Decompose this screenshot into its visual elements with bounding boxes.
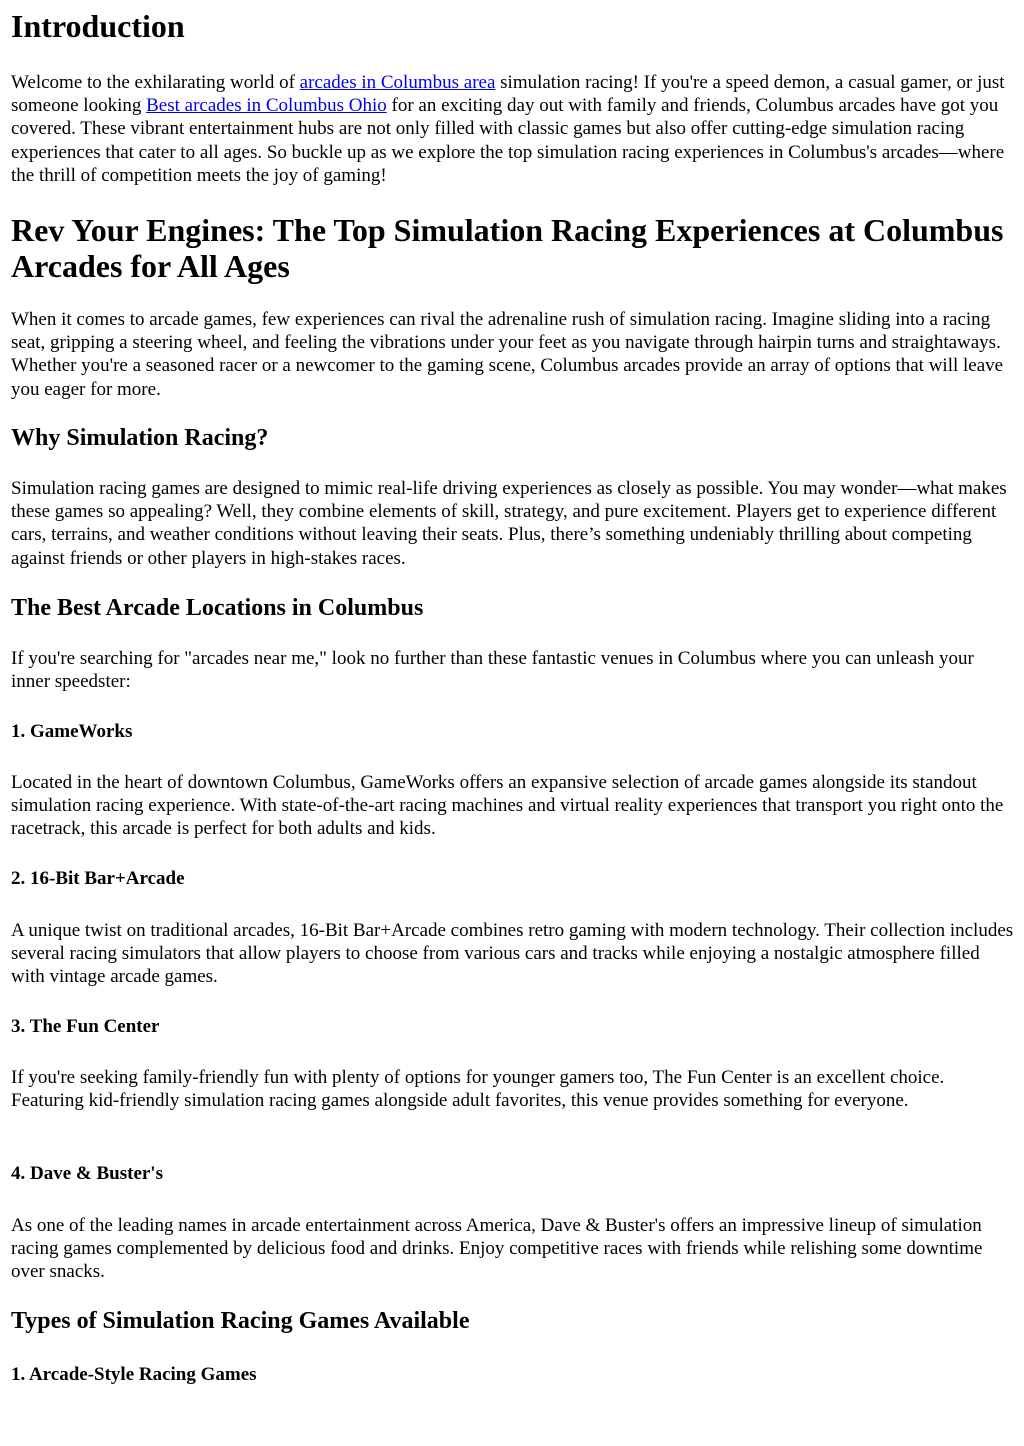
venue-title-dave-busters: 4. Dave & Buster's bbox=[11, 1163, 163, 1184]
why-heading: Why Simulation Racing? bbox=[11, 425, 269, 451]
venue-text-dave-busters: As one of the leading names in arcade entertainment across America, Dave & Buster's offers an impressive lineup of simulation racing games complemented by delicious food and drinks. Enjoy competitive races with friends while relishing some downtime over snacks. bbox=[11, 1215, 983, 1283]
venue-title-16-bit: 2. 16-Bit Bar+Arcade bbox=[11, 868, 185, 889]
venue-title-fun-center: 3. The Fun Center bbox=[11, 1016, 160, 1037]
locations-heading: The Best Arcade Locations in Columbus bbox=[11, 595, 424, 621]
venue-title-gameworks: 1. GameWorks bbox=[11, 721, 133, 742]
rev-heading: Rev Your Engines: The Top Simulation Racing Experiences at Columbus Arcades for All Ages bbox=[11, 212, 1004, 284]
venue-text-gameworks: Located in the heart of downtown Columbus, GameWorks offers an expansive selection of arcade games alongside its standout simulation racing experience. With state-of-the-art racing machines and virtual reality experiences that transport you right onto the racetrack, this arcade is perfect for both adults and kids. bbox=[11, 772, 1004, 840]
types-subheading-arcade-style: 1. Arcade-Style Racing Games bbox=[11, 1364, 257, 1385]
best-arcades-columbus-ohio-link[interactable]: Best arcades in Columbus Ohio bbox=[146, 95, 387, 117]
intro-paragraph bbox=[11, 71, 1014, 187]
why-paragraph: Simulation racing games are designed to mimic real-life driving experiences as closely as possible. You may wonder—what makes these games so appealing? Well, they combine elements of skill, strategy, and pure excitement. Players get to experience different cars, terrains, and weather conditions without leaving their seats. Plus, there’s something undeniably thrilling about competing against friends or other players in high-stakes races. bbox=[11, 478, 1007, 569]
venue-text-16-bit: A unique twist on traditional arcades, 16-Bit Bar+Arcade combines retro gaming with modern technology. Their collection includes several racing simulators that allow players to choose from various cars and tracks while enjoying a nostalgic atmosphere filled with vintage arcade games. bbox=[11, 920, 1014, 988]
intro-text-2: simulation racing! If you're a speed demon, a casual gamer, or just someone looking bbox=[11, 72, 1005, 117]
intro-text-3: for an exciting day out with family and friends, Columbus arcades have got you covered. These vibrant entertainment hubs are not only filled with classic games but also offer cutting-edge simulation racing experiences that cater to all ages. So buckle up as we explore the top simulation racing experiences in Columbus's arcades—where the thrill of competition meets the joy of gaming! bbox=[11, 95, 1005, 186]
rev-paragraph: When it comes to arcade games, few experiences can rival the adrenaline rush of simulation racing. Imagine sliding into a racing seat, gripping a steering wheel, and feeling the vibrations under your feet as you navigate through hairpin turns and straightaways. Whether you're a seasoned racer or a newcomer to the gaming scene, Columbus arcades provide an array of options that will leave you eager for more. bbox=[11, 309, 1004, 400]
types-heading: Types of Simulation Racing Games Available bbox=[11, 1308, 470, 1334]
intro-heading: Introduction bbox=[11, 8, 185, 44]
arcades-columbus-area-link[interactable]: arcades in Columbus area bbox=[299, 72, 496, 93]
locations-paragraph: If you're searching for "arcades near me," look no further than these fantastic venues in Columbus where you can unleash your inner speedster: bbox=[11, 648, 974, 693]
intro-text-1: Welcome to the exhilarating world of bbox=[11, 72, 300, 93]
venue-text-fun-center: If you're seeking family-friendly fun with plenty of options for younger gamers too, The Fun Center is an excellent choice. Featuring kid-friendly simulation racing games alongside adult favorites, this venue provides something for everyone. bbox=[11, 1067, 945, 1112]
